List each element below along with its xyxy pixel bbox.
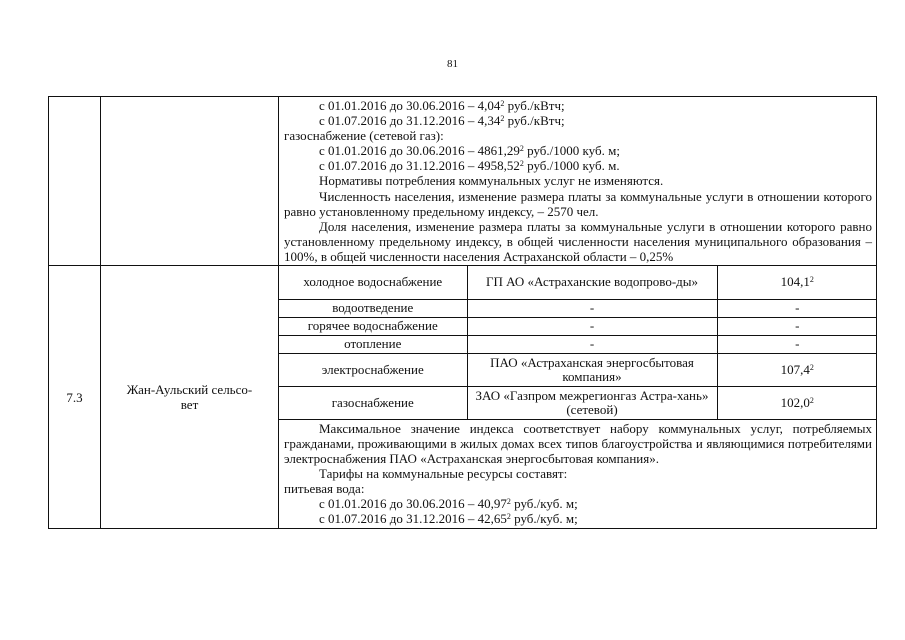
service-provider: -	[467, 335, 717, 353]
water-label: питьевая вода:	[284, 480, 365, 496]
service-row	[279, 335, 877, 353]
service-provider: ЗАО «Газпром межрегионгаз Астра-хань» (сетевой)	[467, 386, 717, 419]
max-index-paragraph: Максимальное значение индекса соответствует набору коммунальных услуг, потребляемых гражданами, проживающими в жилых домах всех типов благоустройства и являющимися потребителями электроснабжения ПАО «Астраханская энергосбытовая компания».	[284, 420, 872, 466]
service-index: 102,0$^2$	[717, 386, 877, 419]
tariff-line: с 01.07.2016 до 31.12.2016 – 42,65$^2$ руб./куб. м;	[319, 511, 578, 527]
tariff-line: с 01.07.2016 до 31.12.2016 – 4958,52$^2$ руб./1000 куб. м.	[319, 158, 620, 174]
service-provider: ГП АО «Астраханские водопрово-ды»	[467, 266, 717, 299]
service-row	[279, 266, 877, 299]
service-name: электроснабжение	[279, 353, 467, 386]
service-row	[279, 353, 877, 386]
norms-note: Нормативы потребления коммунальных услуг не изменяются.	[319, 173, 664, 189]
tariff-line: с 01.01.2016 до 30.06.2016 – 40,97$^2$ руб./куб. м;	[319, 496, 578, 511]
service-name: водоотведение	[279, 299, 467, 317]
service-index: 104,1$^2$	[717, 266, 877, 299]
service-provider: -	[467, 317, 717, 335]
service-row	[279, 299, 877, 317]
municipality-name-line1: Жан-Аульский сельсо-	[126, 382, 253, 398]
description-cell	[279, 97, 877, 266]
service-name: холодное водоснабжение	[279, 266, 467, 299]
service-row	[279, 317, 877, 335]
service-index: -	[717, 335, 877, 353]
table-row-7-3	[49, 266, 877, 529]
service-name: газоснабжение	[279, 386, 467, 419]
row-number: 7.3	[49, 266, 101, 529]
number-cell-empty	[49, 97, 101, 266]
section-label: газоснабжение (сетевой газ):	[284, 128, 444, 144]
service-index: -	[717, 317, 877, 335]
table-row-continuation	[49, 97, 877, 266]
services-cell	[279, 266, 877, 529]
population-share-paragraph: Доля населения, изменение размера платы за коммунальные услуги в отношении которого равно установленному предельному индексу, в общей численности населения муниципального образования – 100%, в общей численности населения Астраханской области – 0,25%	[284, 218, 872, 264]
municipality-name-line2: вет	[180, 397, 199, 413]
service-index: 107,4$^2$	[717, 353, 877, 386]
tariff-table	[48, 96, 877, 529]
service-name: отопление	[279, 335, 467, 353]
tariffs-intro: Тарифы на коммунальные ресурсы составят:	[319, 465, 568, 481]
service-index: -	[717, 299, 877, 317]
page-number: 81	[447, 58, 458, 70]
population-paragraph: Численность населения, изменение размера платы за коммунальные услуги в отношении которого равно установленному предельному индексу, – 2570 чел.	[284, 188, 872, 219]
service-row	[279, 386, 877, 419]
tariff-line: с 01.01.2016 до 30.06.2016 – 4,04$^2$ руб./кВтч;	[319, 98, 565, 113]
municipality-name	[101, 266, 279, 529]
tariff-line: с 01.01.2016 до 30.06.2016 – 4861,29$^2$ руб./1000 куб. м;	[319, 143, 620, 159]
service-provider: ПАО «Астраханская энергосбытовая компания»	[467, 353, 717, 386]
tariff-line: с 01.07.2016 до 31.12.2016 – 4,34$^2$ руб./кВтч;	[319, 113, 565, 129]
service-name: горячее водоснабжение	[279, 317, 467, 335]
services-table	[279, 266, 877, 420]
name-cell-empty	[101, 97, 279, 266]
service-provider: -	[467, 299, 717, 317]
